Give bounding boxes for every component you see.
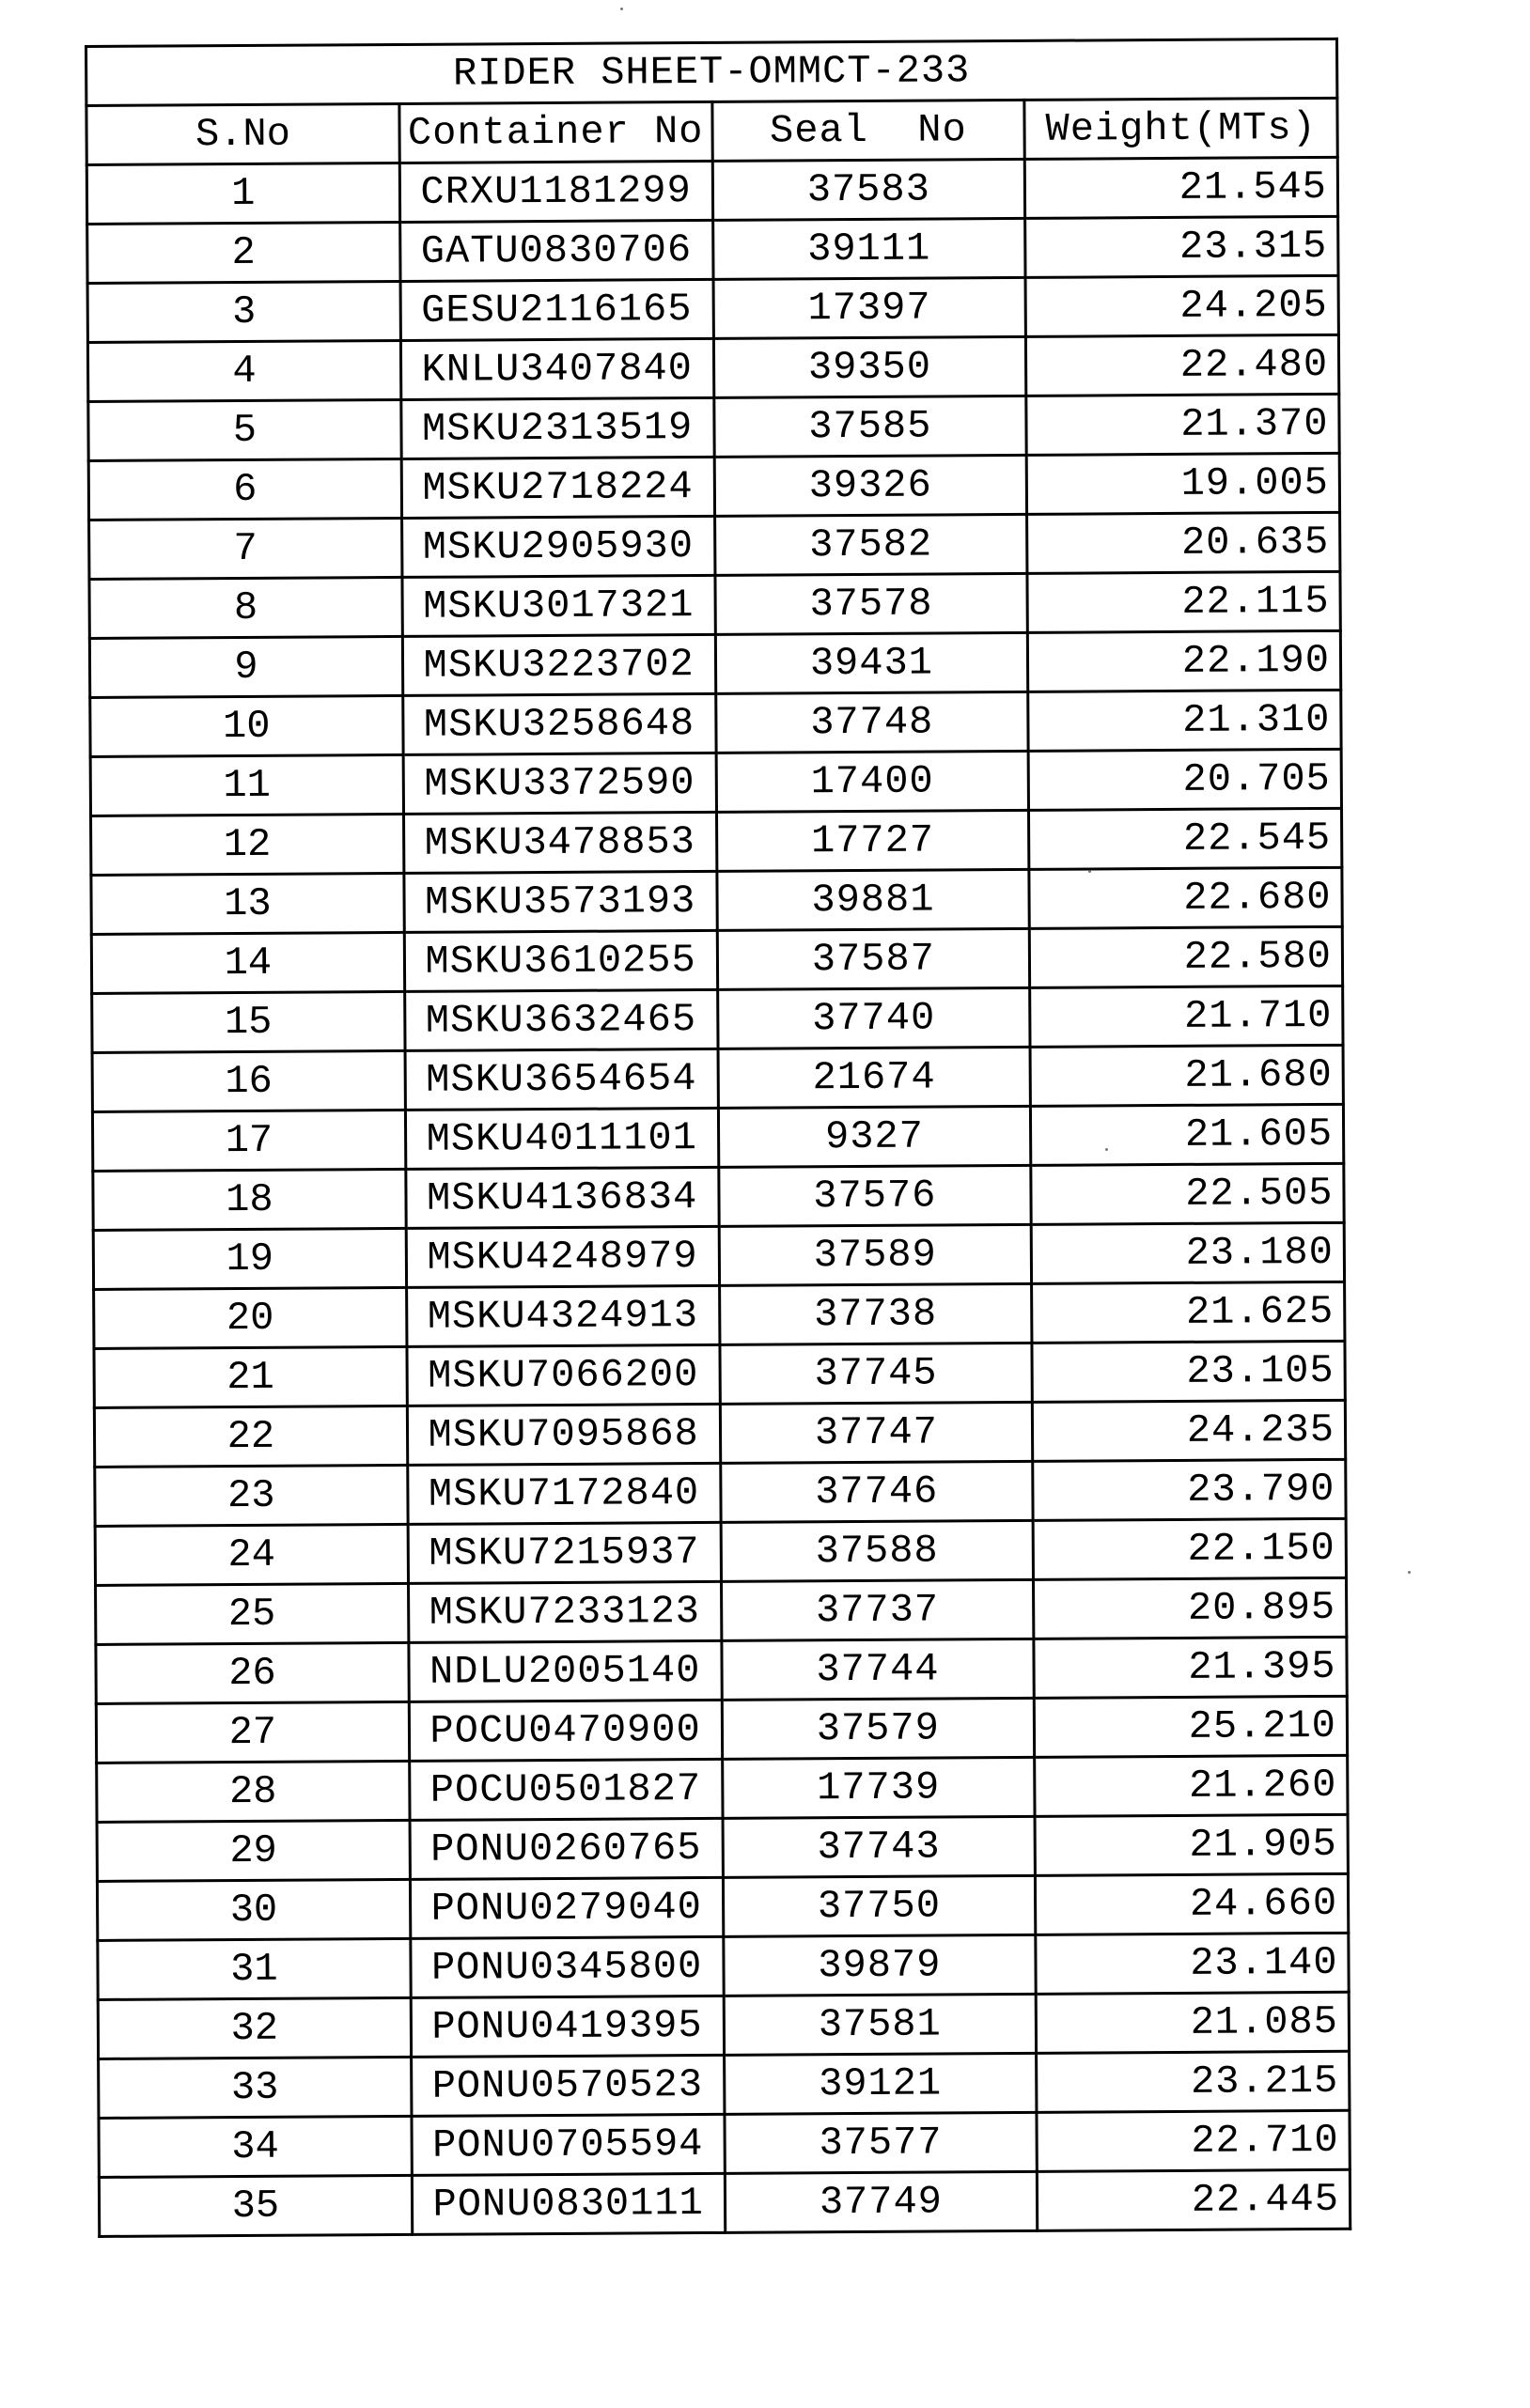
row-sno: 30	[97, 1879, 410, 1940]
row-container-no: POCU0501827	[409, 1759, 722, 1820]
header-seal-no: Seal No	[711, 100, 1024, 161]
table-row	[97, 1755, 1348, 1822]
row-container-no: NDLU2005140	[409, 1640, 722, 1701]
row-seal-no: 37579	[722, 1698, 1035, 1759]
row-weight: 19.005	[1026, 453, 1339, 514]
row-container-no: MSKU3258648	[402, 693, 715, 754]
table-row	[86, 157, 1337, 224]
row-weight: 21.310	[1028, 690, 1341, 751]
row-sno: 19	[93, 1228, 406, 1289]
table-row	[87, 334, 1338, 401]
row-sno: 21	[94, 1346, 407, 1407]
table-row	[93, 1163, 1344, 1230]
row-weight: 22.190	[1028, 630, 1341, 691]
row-weight: 23.180	[1031, 1222, 1344, 1283]
row-weight: 21.605	[1031, 1104, 1344, 1165]
row-seal-no: 37745	[719, 1343, 1032, 1404]
row-sno: 23	[95, 1465, 408, 1526]
table-row	[88, 453, 1339, 520]
row-seal-no: 37585	[713, 396, 1026, 457]
row-sno: 20	[94, 1287, 407, 1348]
row-seal-no: 37582	[714, 514, 1027, 575]
table-row	[99, 2169, 1350, 2236]
row-sno: 26	[96, 1642, 409, 1703]
row-seal-no: 37737	[721, 1579, 1034, 1640]
row-container-no: POCU0470900	[409, 1700, 722, 1761]
row-sno: 29	[97, 1820, 410, 1881]
sheet-title: RIDER SHEET-OMMCT-233	[86, 39, 1337, 105]
row-sno: 4	[87, 340, 400, 401]
row-container-no: MSKU2718224	[401, 457, 714, 518]
table-row	[98, 1992, 1349, 2058]
row-container-no: MSKU4248979	[406, 1226, 719, 1287]
row-seal-no: 39121	[724, 2053, 1037, 2114]
table-row	[89, 630, 1340, 697]
row-sno: 6	[88, 458, 401, 520]
row-container-no: PONU0345800	[411, 1936, 724, 1997]
row-seal-no: 37750	[723, 1875, 1036, 1936]
row-sno: 33	[99, 2057, 412, 2118]
row-sno: 1	[86, 163, 399, 224]
row-weight: 25.210	[1035, 1696, 1348, 1757]
row-container-no: MSKU7215937	[408, 1522, 721, 1583]
row-container-no: MSKU7233123	[408, 1581, 721, 1642]
table-row	[87, 216, 1338, 283]
row-container-no: MSKU3610255	[404, 930, 717, 991]
row-container-no: PONU0279040	[410, 1877, 723, 1938]
row-weight: 21.085	[1036, 1992, 1349, 2053]
row-container-no: MSKU7172840	[407, 1463, 720, 1524]
row-seal-no: 37581	[724, 1994, 1037, 2055]
row-sno: 8	[89, 577, 402, 638]
table-row	[99, 2051, 1350, 2118]
row-seal-no: 39431	[715, 632, 1028, 693]
row-weight: 21.710	[1030, 986, 1343, 1047]
scan-speck	[620, 8, 623, 10]
table-row	[99, 2110, 1350, 2177]
row-container-no: MSKU2313519	[401, 397, 714, 458]
table-row	[94, 1400, 1345, 1467]
row-seal-no: 37744	[721, 1639, 1034, 1700]
row-container-no: PONU0570523	[411, 2055, 724, 2116]
row-seal-no: 37740	[717, 987, 1030, 1049]
row-seal-no: 39111	[712, 218, 1025, 279]
table-row	[91, 867, 1342, 934]
row-weight: 22.505	[1031, 1163, 1344, 1224]
row-seal-no: 37587	[717, 928, 1030, 989]
row-container-no: MSKU3017321	[402, 575, 715, 636]
table-row	[92, 1104, 1343, 1171]
row-seal-no: 37746	[720, 1461, 1033, 1522]
row-seal-no: 37589	[719, 1224, 1032, 1285]
row-weight: 22.680	[1029, 867, 1342, 928]
row-seal-no: 37583	[712, 159, 1025, 220]
row-seal-no: 39881	[716, 869, 1029, 930]
table-row	[89, 571, 1340, 638]
row-container-no: CRXU1181299	[399, 161, 712, 222]
row-sno: 22	[94, 1406, 407, 1467]
row-sno: 3	[87, 281, 400, 342]
table-row	[91, 926, 1342, 993]
row-container-no: MSKU2905930	[401, 516, 714, 577]
table-row	[96, 1637, 1347, 1703]
row-seal-no: 17397	[713, 277, 1026, 338]
table-row	[91, 808, 1342, 875]
row-weight: 24.205	[1025, 275, 1338, 336]
row-weight: 22.480	[1026, 334, 1339, 396]
table-row	[92, 1045, 1343, 1111]
row-container-no: GATU0830706	[399, 220, 712, 281]
table-row	[97, 1814, 1348, 1881]
row-seal-no: 37749	[725, 2171, 1038, 2232]
header-sno: S.No	[86, 103, 399, 164]
table-row	[95, 1459, 1346, 1526]
row-container-no: MSKU4136834	[406, 1167, 719, 1228]
row-weight: 21.905	[1035, 1814, 1348, 1875]
row-seal-no: 39350	[713, 336, 1026, 397]
scan-speck	[1105, 1148, 1108, 1151]
row-sno: 18	[93, 1169, 406, 1230]
row-sno: 11	[90, 754, 403, 816]
row-weight: 22.710	[1037, 2110, 1350, 2171]
row-sno: 12	[91, 814, 404, 875]
row-seal-no: 39326	[714, 455, 1027, 516]
table-row	[96, 1577, 1347, 1644]
row-sno: 34	[99, 2116, 412, 2177]
row-weight: 24.235	[1033, 1400, 1346, 1461]
row-container-no: MSKU7095868	[407, 1404, 720, 1465]
table-row	[95, 1518, 1346, 1585]
row-weight: 20.635	[1027, 512, 1340, 573]
row-sno: 7	[89, 518, 402, 579]
row-sno: 17	[92, 1110, 405, 1171]
row-weight: 20.705	[1028, 749, 1341, 810]
row-sno: 25	[96, 1583, 409, 1644]
row-sno: 24	[95, 1524, 408, 1585]
table-row	[89, 512, 1340, 579]
table-row	[94, 1341, 1345, 1407]
row-weight: 21.260	[1035, 1755, 1348, 1816]
row-sno: 14	[91, 932, 404, 993]
row-weight: 24.660	[1036, 1873, 1349, 1934]
rider-sheet-table	[85, 38, 1351, 2238]
row-container-no: PONU0419395	[411, 1996, 724, 2057]
table-row	[88, 394, 1339, 460]
row-seal-no: 37588	[721, 1520, 1034, 1581]
row-container-no: MSKU4324913	[406, 1285, 719, 1346]
table-row	[90, 749, 1341, 816]
row-sno: 9	[89, 636, 402, 697]
row-container-no: MSKU4011101	[405, 1108, 718, 1169]
row-weight: 21.545	[1025, 157, 1338, 218]
header-row	[86, 98, 1337, 164]
row-seal-no: 39879	[723, 1934, 1036, 1996]
row-container-no: PONU0705594	[412, 2114, 725, 2175]
row-sno: 28	[97, 1761, 410, 1822]
row-weight: 22.580	[1030, 926, 1343, 987]
row-weight: 23.140	[1036, 1933, 1349, 1994]
row-seal-no: 37747	[720, 1402, 1033, 1463]
row-container-no: MSKU3654654	[405, 1049, 718, 1110]
row-seal-no: 37578	[714, 573, 1027, 634]
row-seal-no: 17727	[716, 810, 1029, 871]
table-body	[86, 157, 1350, 2236]
row-container-no: MSKU3573193	[404, 871, 717, 932]
table-row	[92, 986, 1343, 1052]
row-sno: 13	[91, 873, 404, 934]
row-weight: 22.150	[1033, 1518, 1346, 1579]
row-sno: 31	[98, 1938, 411, 1999]
table-row	[98, 1933, 1349, 1999]
row-seal-no: 17739	[722, 1757, 1035, 1818]
table-row	[90, 690, 1341, 756]
row-sno: 15	[92, 991, 405, 1052]
row-seal-no: 9327	[718, 1106, 1031, 1167]
table-row	[96, 1696, 1347, 1763]
row-sno: 35	[99, 2175, 412, 2236]
row-weight: 21.370	[1026, 394, 1339, 455]
scan-speck	[1408, 1571, 1411, 1574]
header-container-no: Container No	[399, 101, 712, 163]
row-container-no: PONU0260765	[410, 1818, 723, 1879]
row-container-no: MSKU3632465	[404, 989, 717, 1050]
row-weight: 21.625	[1032, 1282, 1345, 1343]
row-seal-no: 37738	[719, 1283, 1032, 1344]
header-weight: Weight(MTs)	[1024, 98, 1337, 159]
row-seal-no: 17400	[716, 751, 1029, 812]
row-weight: 22.545	[1029, 808, 1342, 869]
row-weight: 21.395	[1034, 1637, 1347, 1698]
row-container-no: MSKU3223702	[402, 634, 715, 695]
row-sno: 5	[88, 399, 401, 460]
row-seal-no: 37577	[724, 2112, 1037, 2173]
row-seal-no: 21674	[718, 1047, 1031, 1108]
table-row	[93, 1222, 1344, 1289]
title-row	[86, 39, 1337, 105]
row-weight: 22.115	[1027, 571, 1340, 632]
row-container-no: GESU2116165	[400, 279, 713, 340]
row-weight: 20.895	[1034, 1577, 1347, 1639]
row-weight: 23.105	[1032, 1341, 1345, 1402]
table-row	[94, 1282, 1345, 1348]
row-sno: 16	[92, 1050, 405, 1111]
row-weight: 23.790	[1033, 1459, 1346, 1520]
table-row	[87, 275, 1338, 342]
row-sno: 32	[98, 1997, 411, 2058]
row-weight: 22.445	[1038, 2169, 1350, 2230]
row-sno: 27	[96, 1701, 409, 1763]
row-seal-no: 37743	[723, 1816, 1036, 1877]
row-sno: 10	[90, 695, 403, 756]
row-weight: 21.680	[1030, 1045, 1343, 1106]
row-container-no: MSKU3372590	[403, 753, 716, 814]
row-weight: 23.315	[1025, 216, 1338, 277]
row-weight: 23.215	[1037, 2051, 1350, 2112]
row-container-no: KNLU3407840	[400, 338, 713, 399]
row-container-no: MSKU7066200	[407, 1344, 720, 1406]
scan-speck	[1088, 870, 1091, 873]
row-container-no: PONU0830111	[412, 2173, 725, 2234]
row-seal-no: 37748	[715, 691, 1028, 753]
row-seal-no: 37576	[718, 1165, 1031, 1226]
row-container-no: MSKU3478853	[403, 812, 716, 873]
table-row	[97, 1873, 1348, 1940]
row-sno: 2	[87, 222, 400, 283]
